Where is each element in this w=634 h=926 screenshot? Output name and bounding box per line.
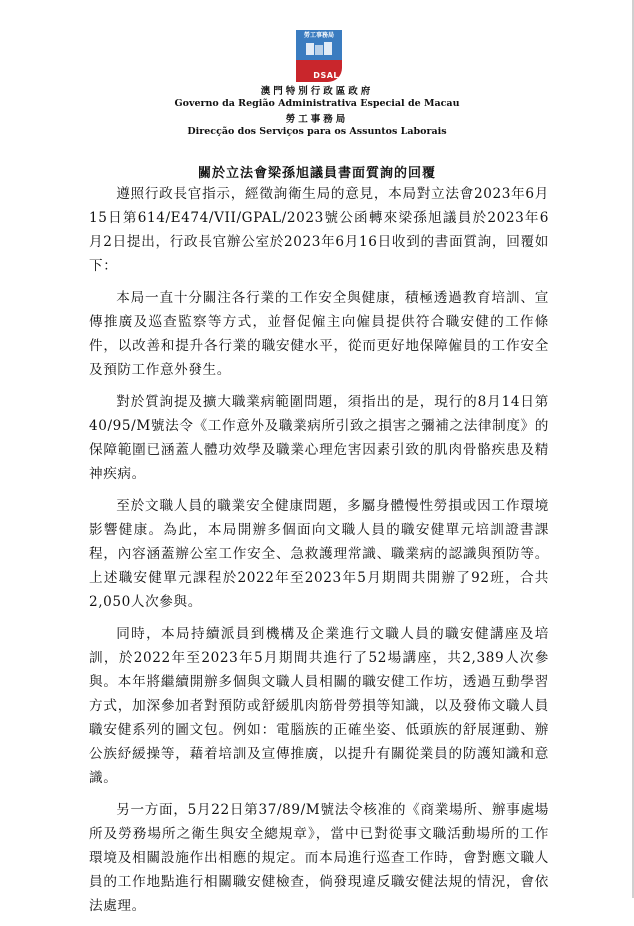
- department-name-zh: 勞工事務局: [285, 114, 349, 125]
- document-title: 關於立法會梁孫旭議員書面質詢的回覆: [197, 166, 436, 181]
- department-name-pt: Direcção dos Serviços para os Assuntos Laborais: [187, 126, 447, 137]
- logo-bottom: [296, 60, 342, 82]
- logo-brand: DSAL: [313, 71, 339, 80]
- government-name-pt: Governo da Região Administrativa Especial de Macau: [174, 98, 460, 109]
- paragraph-clerical-courses: 至於文職人員的職業安全健康問題，多屬身體慢性勞損或因工作環境影響健康。為此，本局開辦多個面向文職人員的職安健單元培訓證書課程，內容涵蓋辦公室工作安全、急救護理常識、職業病的認識與預防等。上述職安健單元課程於2022年至2023年5月期間共開辦了92班，合共2,050人次參與。: [89, 498, 549, 610]
- paragraph-regulations: 另一方面，5月22日第37/89/M號法令核准的《商業場所、辦事處場所及勞務場所之衛生與安全總規章》，當中已對從事文職活動場所的工作環境及相關設施作出相應的規定。而本局進行巡查工作時，會對應文職人員的工作地點進行相關職安健檢查，倘發現違反職安健法規的情況，會依法處理。: [89, 802, 549, 914]
- dsal-logo: [296, 30, 342, 82]
- government-name-zh: 澳門特別行政區政府: [260, 86, 374, 97]
- logo-title: 勞工事務局: [303, 32, 334, 39]
- logo-top: [296, 30, 342, 60]
- document-body: [89, 182, 549, 926]
- paragraph-safety: 本局一直十分關注各行業的工作安全與健康，積極透過教育培訓、宣傳推廣及巡查監察等方式，並督促僱主向僱員提供符合職安健的工作條件，以改善和提升各行業的職安健水平，從而更好地保障僱員的工作安全及預防工作意外發生。: [89, 290, 549, 378]
- paragraph-seminars: 同時，本局持續派員到機構及企業進行文職人員的職安健講座及培訓，於2022年至2023年5月期間共進行了52場講座，共2,389人次參與。本年將繼續開辦多個與文職人員相關的職安健工作坊，透過互動學習方式，加深參加者對預防或舒緩肌肉筋骨勞損等知識，以及發佈文職人員職安健系列的圖文包。例如：電腦族的正確坐姿、低頭族的舒展運動、辦公族紓緩操等，藉着培訓及宣傳推廣，以提升有關從業員的防護知識和意識。: [89, 626, 549, 786]
- logo-mark-icon: [304, 41, 334, 57]
- paragraph-occupational-disease: 對於質詢提及擴大職業病範圍問題，須指出的是，現行的8月14日第40/95/M號法令《工作意外及職業病所引致之損害之彌補之法律制度》的保障範圍已涵蓋人體功效學及職業心理危害因素引致的肌肉骨骼疾患及精神疾病。: [89, 394, 549, 482]
- paragraph-intro: 遵照行政長官指示，經徵詢衛生局的意見，本局對立法會2023年6月15日第614/E474/VII/GPAL/2023號公函轉來梁孫旭議員於2023年6月2日提出，行政長官辦公室於2023年6月16日收到的書面質詢，回覆如下：: [89, 186, 549, 274]
